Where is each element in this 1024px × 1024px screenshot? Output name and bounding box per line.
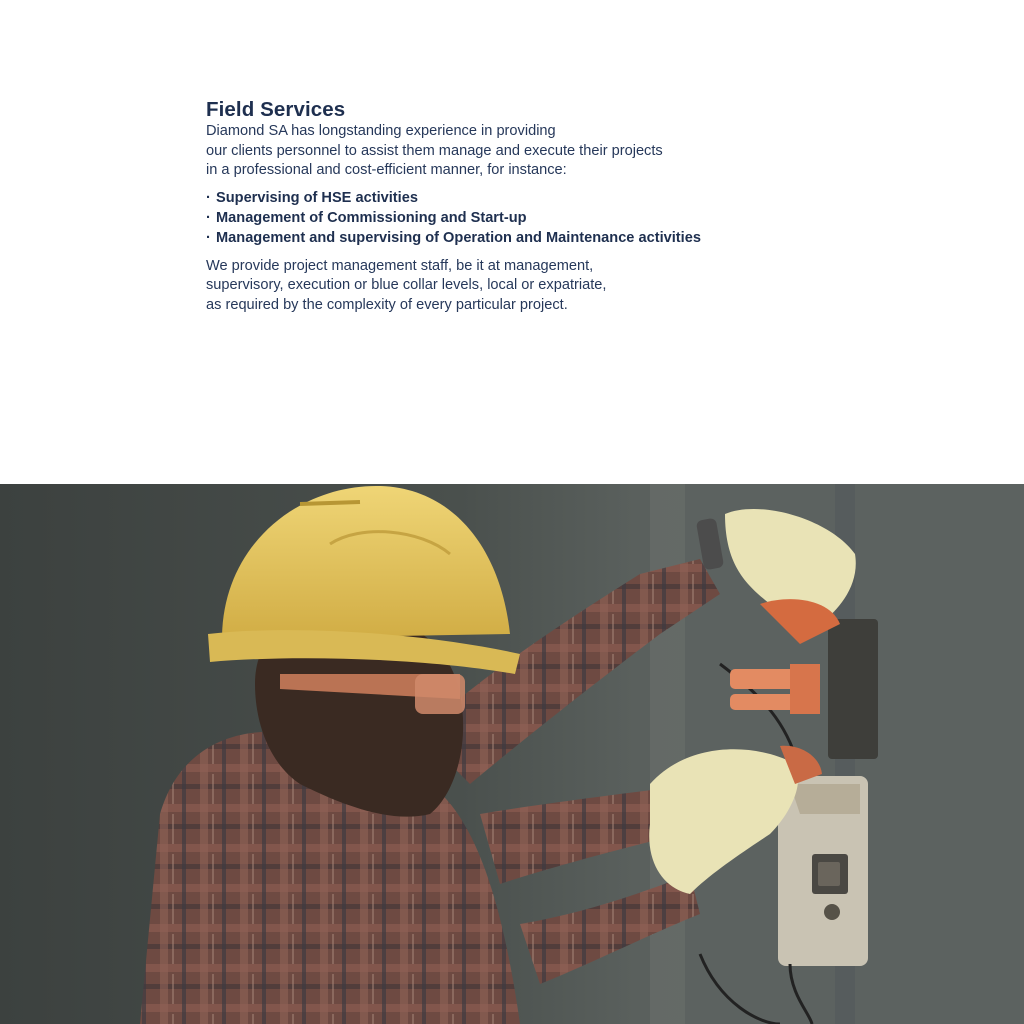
intro-paragraph bbox=[206, 122, 846, 181]
intro-line: Diamond SA has longstanding experience in providing bbox=[206, 123, 556, 139]
bullet-icon: · bbox=[206, 209, 211, 226]
intro-line: in a professional and cost-efficient manner, for instance: bbox=[206, 162, 567, 179]
closing-line: supervisory, execution or blue collar levels, local or expatriate, bbox=[206, 277, 607, 294]
services-list-item-label: Supervising of HSE activities bbox=[216, 189, 418, 206]
services-list bbox=[206, 188, 846, 248]
bullet-icon: · bbox=[206, 189, 211, 206]
services-list-item bbox=[206, 208, 846, 228]
field-services-section bbox=[206, 98, 846, 316]
services-list-item bbox=[206, 188, 846, 208]
closing-paragraph bbox=[206, 257, 846, 316]
closing-line: We provide project management staff, be it at management, bbox=[206, 257, 594, 274]
intro-line: our clients personnel to assist them manage and execute their projects bbox=[206, 142, 663, 159]
section-title: Field Services bbox=[206, 98, 346, 121]
services-list-item-label: Management and supervising of Operation and Maintenance activities bbox=[216, 229, 701, 246]
worker-photo bbox=[0, 484, 1024, 1024]
bullet-icon: · bbox=[206, 229, 211, 246]
services-list-item-label: Management of Commissioning and Start-up bbox=[216, 209, 527, 226]
services-list-item bbox=[206, 228, 846, 248]
worker-illustration bbox=[0, 484, 1024, 1024]
closing-line: as required by the complexity of every particular project. bbox=[206, 296, 568, 313]
